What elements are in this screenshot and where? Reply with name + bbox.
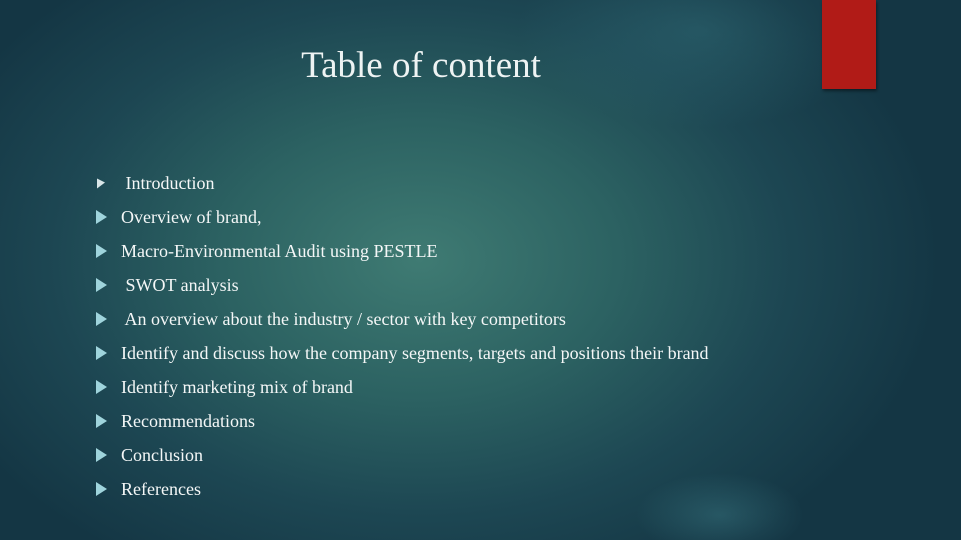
table-of-contents-list [96,166,709,506]
triangle-bullet-icon [96,244,107,258]
arrowhead-bullet-icon [97,177,105,188]
triangle-bullet-icon [96,312,107,326]
slide-title: Table of content [301,45,541,86]
triangle-bullet-icon [96,346,107,360]
toc-item-swot-analysis [96,268,709,302]
toc-item-label: SWOT analysis [121,274,239,295]
toc-item-references [96,472,709,506]
toc-item-label: References [121,478,201,499]
toc-item-recommendations [96,404,709,438]
toc-item-label: Recommendations [121,410,255,431]
triangle-bullet-icon [96,380,107,394]
triangle-bullet-icon [96,448,107,462]
toc-item-label: Overview of brand, [121,206,262,227]
toc-item-label: Introduction [121,172,215,193]
triangle-bullet-icon [96,210,107,224]
triangle-bullet-icon [96,414,107,428]
toc-item-label: Identify marketing mix of brand [121,376,353,397]
toc-item-label: Conclusion [121,444,204,465]
toc-item-introduction [96,166,709,200]
toc-item-label: Identify and discuss how the company segments, targets and positions their brand [121,342,709,363]
toc-item-conclusion [96,438,709,472]
toc-item-industry-overview [96,302,709,336]
toc-item-label: Macro-Environmental Audit using PESTLE [121,240,438,261]
triangle-bullet-icon [96,278,107,292]
triangle-bullet-icon [96,482,107,496]
toc-item-pestle-audit [96,234,709,268]
toc-item-overview-of-brand [96,200,709,234]
toc-item-segmentation-targeting-positioning [96,336,709,370]
toc-item-marketing-mix [96,370,709,404]
toc-item-label: An overview about the industry / sector with key competitors [121,308,566,329]
